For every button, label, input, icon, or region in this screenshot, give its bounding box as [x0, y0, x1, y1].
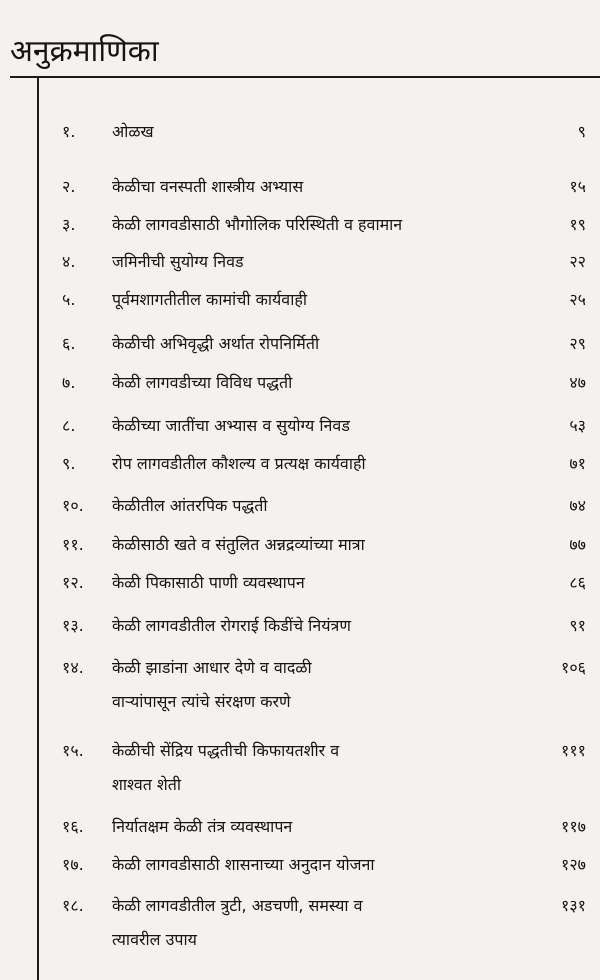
entry-title-line: केळी लागवडीसाठी शासनाच्या अनुदान योजना: [112, 855, 375, 874]
entry-title: [112, 452, 512, 486]
entry-number: ९.: [62, 454, 76, 473]
entry-page-number: ७४: [569, 496, 586, 515]
entry-title: [112, 894, 512, 962]
entry-page-number: २५: [569, 290, 586, 309]
entry-title: [112, 414, 512, 448]
entry-title-line: केळी झाडांना आधार देणे व वादळी: [112, 658, 312, 677]
entry-page-number: ७७: [569, 535, 586, 554]
entry-number: ११.: [62, 535, 84, 554]
entry-title: [112, 332, 512, 366]
toc-list: [40, 0, 600, 980]
entry-page-number: ५३: [569, 416, 586, 435]
entry-title-line: वाऱ्यांपासून त्यांचे संरक्षण करणे: [112, 692, 291, 711]
entry-number: १६.: [62, 817, 84, 836]
entry-title-line: केळीसाठी खते व संतुलित अन्नद्रव्यांच्या मात्रा: [112, 535, 365, 554]
entry-title: [112, 288, 512, 322]
entry-title-line: शाश्वत शेती: [112, 775, 182, 794]
entry-title: [112, 656, 512, 724]
entry-page-number: १५: [569, 177, 586, 196]
entry-title: [112, 533, 512, 567]
entry-page-number: १११: [561, 741, 586, 760]
entry-number: १०.: [62, 496, 84, 515]
entry-page-number: १२७: [561, 855, 586, 874]
entry-number: १८.: [62, 896, 84, 915]
entry-title: [112, 815, 512, 849]
page-title: अनुक्रमाणिका: [10, 34, 159, 69]
entry-page-number: १३१: [561, 896, 586, 915]
entry-title-line: केळीची अभिवृद्धी अर्थात रोपनिर्मिती: [112, 334, 320, 353]
entry-title: [112, 250, 512, 284]
entry-title-line: केळीचा वनस्पती शास्त्रीय अभ्यास: [112, 177, 304, 196]
entry-number: ५.: [62, 290, 76, 309]
entry-title-line: पूर्वमशागतीतील कामांची कार्यवाही: [112, 290, 307, 309]
entry-page-number: २९: [569, 334, 586, 353]
entry-title: [112, 494, 512, 528]
entry-number: १.: [62, 122, 76, 141]
entry-title: [112, 175, 512, 209]
entry-number: ८.: [62, 416, 76, 435]
entry-number: २.: [62, 177, 76, 196]
entry-title-line: केळी लागवडीच्या विविध पद्धती: [112, 373, 293, 392]
entry-page-number: ११७: [561, 817, 586, 836]
entry-title: [112, 213, 512, 247]
entry-number: ४.: [62, 252, 76, 271]
entry-number: १७.: [62, 855, 84, 874]
entry-page-number: १०६: [561, 658, 586, 677]
entry-page-number: ९: [577, 122, 586, 141]
entry-number: १३.: [62, 616, 84, 635]
entry-title-line: रोप लागवडीतील कौशल्य व प्रत्यक्ष कार्यवाही: [112, 454, 366, 473]
entry-title: [112, 120, 512, 154]
entry-title: [112, 371, 512, 405]
entry-title-line: केळी लागवडीतील रोगराई किडींचे नियंत्रण: [112, 616, 351, 635]
entry-number: १४.: [62, 658, 84, 677]
entry-page-number: ९१: [569, 616, 586, 635]
entry-title-line: त्यावरील उपाय: [112, 930, 197, 949]
entry-number: १५.: [62, 741, 84, 760]
entry-page-number: १९: [569, 215, 586, 234]
entry-title: [112, 571, 512, 605]
entry-number: ६.: [62, 334, 76, 353]
entry-title: [112, 853, 512, 887]
entry-title-line: केळीच्या जातींचा अभ्यास व सुयोग्य निवड: [112, 416, 350, 435]
entry-number: ३.: [62, 215, 76, 234]
entry-title-line: निर्यातक्षम केळी तंत्र व्यवस्थापन: [112, 817, 293, 836]
entry-title-line: केळीची सेंद्रिय पद्धतीची किफायतशीर व: [112, 741, 340, 760]
entry-title-line: केळी पिकासाठी पाणी व्यवस्थापन: [112, 573, 305, 592]
entry-page-number: ४७: [569, 373, 586, 392]
entry-page-number: ७१: [569, 454, 586, 473]
entry-page-number: २२: [569, 252, 586, 271]
entry-title-line: ओळख: [112, 122, 154, 141]
entry-title-line: केळी लागवडीतील त्रुटी, अडचणी, समस्या व: [112, 896, 363, 915]
entry-number: ७.: [62, 373, 76, 392]
entry-number: १२.: [62, 573, 84, 592]
entry-title-line: केळी लागवडीसाठी भौगोलिक परिस्थिती व हवामान: [112, 215, 403, 234]
entry-title: [112, 614, 512, 648]
entry-page-number: ८६: [569, 573, 586, 592]
margin-rule: [37, 77, 39, 980]
entry-title: [112, 739, 512, 807]
entry-title-line: केळीतील आंतरपिक पद्धती: [112, 496, 268, 515]
entry-title-line: जमिनीची सुयोग्य निवड: [112, 252, 244, 271]
